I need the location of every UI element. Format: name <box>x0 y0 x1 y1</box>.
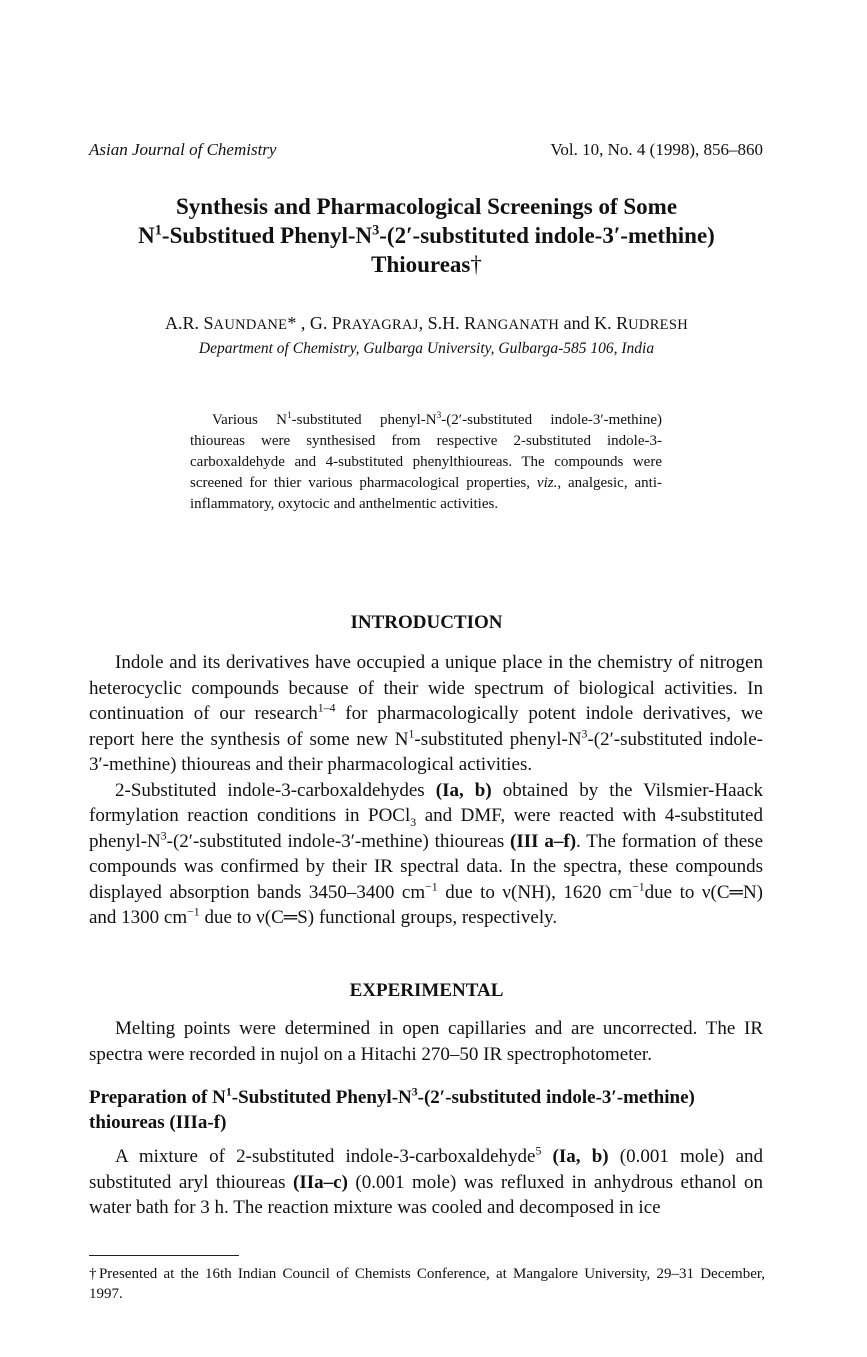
experimental-body <box>89 1016 763 1067</box>
footnote: †Presented at the 16th Indian Council of Chemists Conference, at Mangalore University, 29–31 December, 1997. <box>89 1266 765 1302</box>
preparation-paragraph: A mixture of 2-substituted indole-3-carboxaldehyde$^5$ (Ia, b) (0.001 mole) and substituted aryl thioureas (IIa–c) (0.001 mole) was refluxed in anhydrous ethanol on water bath for 3 h. The reaction mixture was cooled and decomposed in ice <box>89 1144 764 1218</box>
title-line-1: Synthesis and Pharmacological Screenings of Some <box>175 194 678 219</box>
abstract: Various $N^1$-substituted phenyl-$N^3-(2'$-substituted indole-3′-methine) thioureas were synthesised from respective 2-substituted indole-3-carboxaldehyde and 4-substituted phenylthioureas. The compounds were screened for thier various pharmacological properties, viz., analgesic, anti-inflammatory, oxytocic and anthelmentic activities. <box>190 411 662 512</box>
author-block <box>60 311 793 361</box>
volume-citation: Vol. 10, No. 4 (1998), 856–860 <box>550 140 763 159</box>
introduction-body <box>89 650 763 931</box>
section-heading-experimental: EXPERIMENTAL <box>349 980 504 1001</box>
article-title <box>60 192 793 279</box>
journal-name: Asian Journal of Chemistry <box>89 140 277 159</box>
experimental-paragraph: Melting points were determined in open capillaries and are uncorrected. The IR spectra were recorded in nujol on a Hitachi 270–50 IR spectrophotometer. <box>89 1018 763 1065</box>
dagger-mark: † <box>470 252 482 277</box>
footnote-rule <box>89 1255 239 1256</box>
title-line-3: Thioureas† <box>371 252 482 277</box>
preparation-body <box>89 1144 763 1221</box>
affiliation: Department of Chemistry, Gulbarga University, Gulbarga-585 106, India <box>198 340 655 357</box>
introduction-paragraph-1: Indole and its derivatives have occupied a unique place in the chemistry of nitrogen heterocyclic compounds because of their wide spectrum of biological activities. In continuation of our research$^{1-4}$ for pharmacologically potent indole derivatives, we report here the synthesis of some new $N^1$-substituted phenyl-$N^3-(2'$-substituted indole-3′-methine) thioureas and their pharmacological activities. <box>89 652 763 775</box>
subsection-heading-preparation: Preparation of $N^1$-Substituted Phenyl-$N^3-(2'$-substituted indole-3′-methine) thioureas (IIIa-f) <box>89 1085 695 1133</box>
introduction-paragraph-2: 2-Substituted indole-3-carboxaldehydes (Ia, b) obtained by the Vilsmier-Haack formylation reaction conditions in POCl$_3$ and DMF, were reacted with 4-substituted phenyl-$N^3-(2'$-substituted indole-3′-methine) thioureas (III a–f). The formation of these compounds was confirmed by their IR spectral data. In the spectra, these compounds displayed absorption bands 3450–3400 $cm^{-1}$ due to ν(NH), 1620 $cm^{-1}due$ to ν(C═N) and 1300 $cm^{-1}$ due to ν(C═S) functional groups, respectively. <box>89 779 764 928</box>
section-heading-introduction: INTRODUCTION <box>350 612 503 633</box>
author-list: A.R. SAUNDANE* , G. PRAYAGRAJ, S.H. RANGANATH and K. RUDRESH <box>165 313 688 333</box>
title-line-2: $N^1$-Substitued Phenyl-$N^3-(2'$-substituted indole-3′-methine) <box>138 222 715 248</box>
